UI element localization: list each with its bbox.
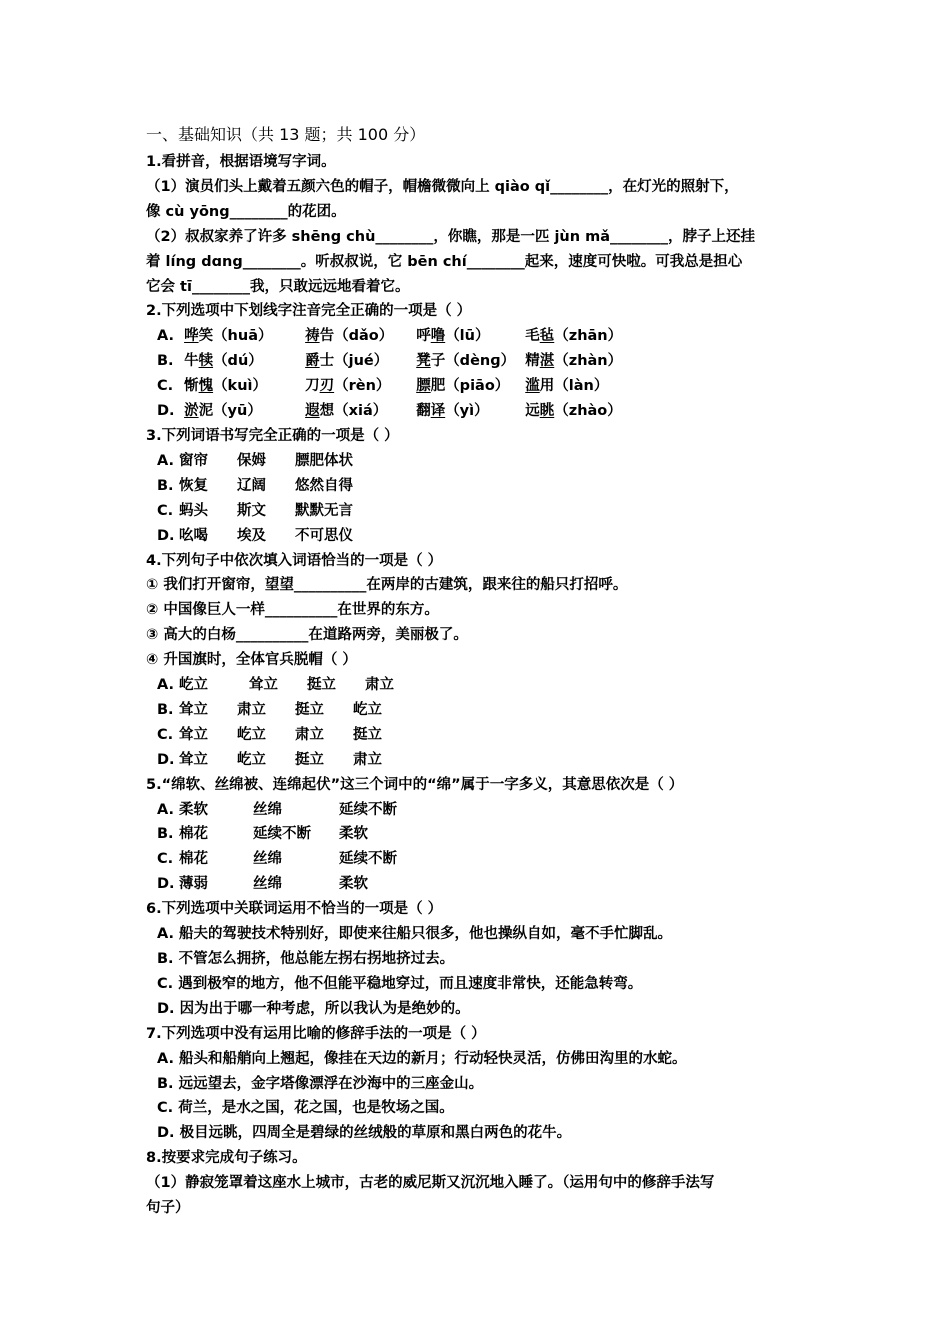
question-6-option-a: A. 船夫的驾驶技术特别好，即使来往船只很多，他也操纵自如，毫不手忙脚乱。 bbox=[157, 926, 673, 943]
question-4-option-a: A. 屹立 耸立 挺立 肃立 bbox=[157, 677, 394, 694]
option-item: 翻译（yì） bbox=[416, 403, 489, 420]
question-8-title: 8.按要求完成句子练习。 bbox=[146, 1150, 307, 1167]
option-label: B. bbox=[157, 353, 174, 370]
option-item: 淤泥（yū） bbox=[184, 403, 262, 420]
question-3-option-a: A. 窗帘 保姆 膘肥体状 bbox=[157, 452, 353, 469]
option-label: D. bbox=[157, 403, 175, 420]
question-5-option-c: C. 棉花 丝绵 延续不断 bbox=[157, 851, 397, 868]
question-7-option-b: B. 远远望去，金字塔像漂浮在沙海中的三座金山。 bbox=[157, 1075, 484, 1092]
option-item: 爵士（jué） bbox=[305, 353, 389, 370]
question-1-title: 1.看拼音，根据语境写字词。 bbox=[146, 154, 336, 170]
question-1-part2-line2: 着 líng dɑng________。听叔叔说，它 bēn chí________起来，速度可快啦。可我总是担心 bbox=[146, 253, 743, 270]
question-3-option-c: C. 蚂头 斯文 默默无言 bbox=[157, 502, 353, 519]
question-2-option-d bbox=[146, 399, 826, 424]
question-2-option-a bbox=[146, 324, 826, 349]
option-item: 凳子（dènɡ） bbox=[416, 353, 516, 370]
section-title: 一、基础知识（共 13 题；共 100 分） bbox=[146, 125, 426, 144]
question-6-option-c: C. 遇到极窄的地方，他不但能平稳地穿过，而且速度非常快，还能急转弯。 bbox=[157, 975, 643, 992]
option-item: 滥用（làn） bbox=[525, 378, 609, 395]
option-item: 哗笑（huā） bbox=[184, 328, 273, 345]
question-4-sentence-1: ① 我们打开窗帘，望望__________在两岸的古建筑，跟来往的船只打招呼。 bbox=[146, 577, 628, 594]
option-label: A. bbox=[157, 328, 174, 345]
option-item: 祷告（dǎo） bbox=[305, 328, 394, 345]
question-8-part1-line2: 句子） bbox=[146, 1200, 190, 1217]
question-7-option-d: D. 极目远眺，四周全是碧绿的丝绒般的草原和黑白两色的花牛。 bbox=[157, 1125, 572, 1142]
question-1-part2-line3: 它会 tī________我，只敢远远地看着它。 bbox=[146, 278, 410, 295]
question-4-option-d: D. 耸立 屹立 挺立 肃立 bbox=[157, 751, 382, 768]
question-4-sentence-3: ③ 高大的白杨__________在道路两旁，美丽极了。 bbox=[146, 627, 468, 644]
option-item: 遐想（xiá） bbox=[305, 403, 388, 420]
option-item: 呼噜（lū） bbox=[416, 328, 490, 345]
question-7-title: 7.下列选项中没有运用比喻的修辞手法的一项是（ ） bbox=[146, 1025, 486, 1042]
option-item: 惭愧（kuì） bbox=[184, 378, 267, 395]
question-5-title: 5.“绵软、丝绵被、连绵起伏”这三个词中的“绵”属于一字多义，其意思依次是（ ） bbox=[146, 776, 684, 793]
question-6-option-d: D. 因为出于哪一种考虑，所以我认为是绝妙的。 bbox=[157, 1000, 470, 1017]
option-label: C. bbox=[157, 378, 174, 395]
question-2-option-b bbox=[146, 349, 826, 374]
question-5-option-b: B. 棉花 延续不断 柔软 bbox=[157, 826, 368, 843]
question-2-option-c bbox=[146, 374, 826, 399]
option-item: 刀刃（rèn） bbox=[305, 378, 391, 395]
option-item: 毛毡（zhān） bbox=[525, 328, 623, 345]
question-6-title: 6.下列选项中关联词运用不恰当的一项是（ ） bbox=[146, 901, 443, 918]
option-item: 膘肥（piāo） bbox=[416, 378, 510, 395]
question-3-option-d: D. 吆喝 埃及 不可思仪 bbox=[157, 527, 353, 544]
question-4-sentence-4: ④ 升国旗时，全体官兵脱帽（ ） bbox=[146, 652, 357, 669]
question-2-title: 2.下列选项中下划线字注音完全正确的一项是（ ） bbox=[146, 303, 472, 320]
question-7-option-c: C. 荷兰，是水之国，花之国，也是牧场之国。 bbox=[157, 1100, 454, 1117]
question-6-option-b: B. 不管怎么拥挤，他总能左拐右拐地挤过去。 bbox=[157, 951, 455, 967]
question-4-sentence-2: ② 中国像巨人一样__________在世界的东方。 bbox=[146, 602, 439, 619]
question-4-option-c: C. 耸立 屹立 肃立 挺立 bbox=[157, 726, 382, 743]
question-5-option-a: A. 柔软 丝绵 延续不断 bbox=[157, 801, 397, 818]
exam-page bbox=[146, 120, 826, 1221]
question-5-option-d: D. 薄弱 丝绵 柔软 bbox=[157, 876, 368, 893]
question-7-option-a: A. 船头和船艄向上翘起，像挂在天边的新月；行动轻快灵活，仿佛田沟里的水蛇。 bbox=[157, 1050, 687, 1067]
question-8-part1-line1: （1）静寂笼罩着这座水上城市，古老的威尼斯又沉沉地入睡了。（运用句中的修辞手法写 bbox=[146, 1175, 715, 1192]
question-1-part2-line1: （2）叔叔家养了许多 shēng chù________，你瞧，那是一匹 jùn mǎ________，脖子上还挂 bbox=[146, 228, 756, 245]
option-item: 远眺（zhào） bbox=[525, 403, 622, 420]
question-3-title: 3.下列词语书写完全正确的一项是（ ） bbox=[146, 427, 399, 444]
option-item: 精湛（zhàn） bbox=[525, 353, 623, 370]
question-4-title: 4.下列句子中依次填入词语恰当的一项是（ ） bbox=[146, 552, 443, 569]
question-1-part1-line2: 像 cù yōng________的花团。 bbox=[146, 203, 346, 220]
question-3-option-b: B. 恢复 辽阔 悠然自得 bbox=[157, 477, 353, 494]
question-1-part1-line1: （1）演员们头上戴着五颜六色的帽子，帽檐微微向上 qiào qǐ________，在灯光的照射下， bbox=[146, 178, 739, 195]
option-item: 牛犊（dú） bbox=[184, 353, 263, 370]
question-4-option-b: B. 耸立 肃立 挺立 屹立 bbox=[157, 701, 382, 718]
